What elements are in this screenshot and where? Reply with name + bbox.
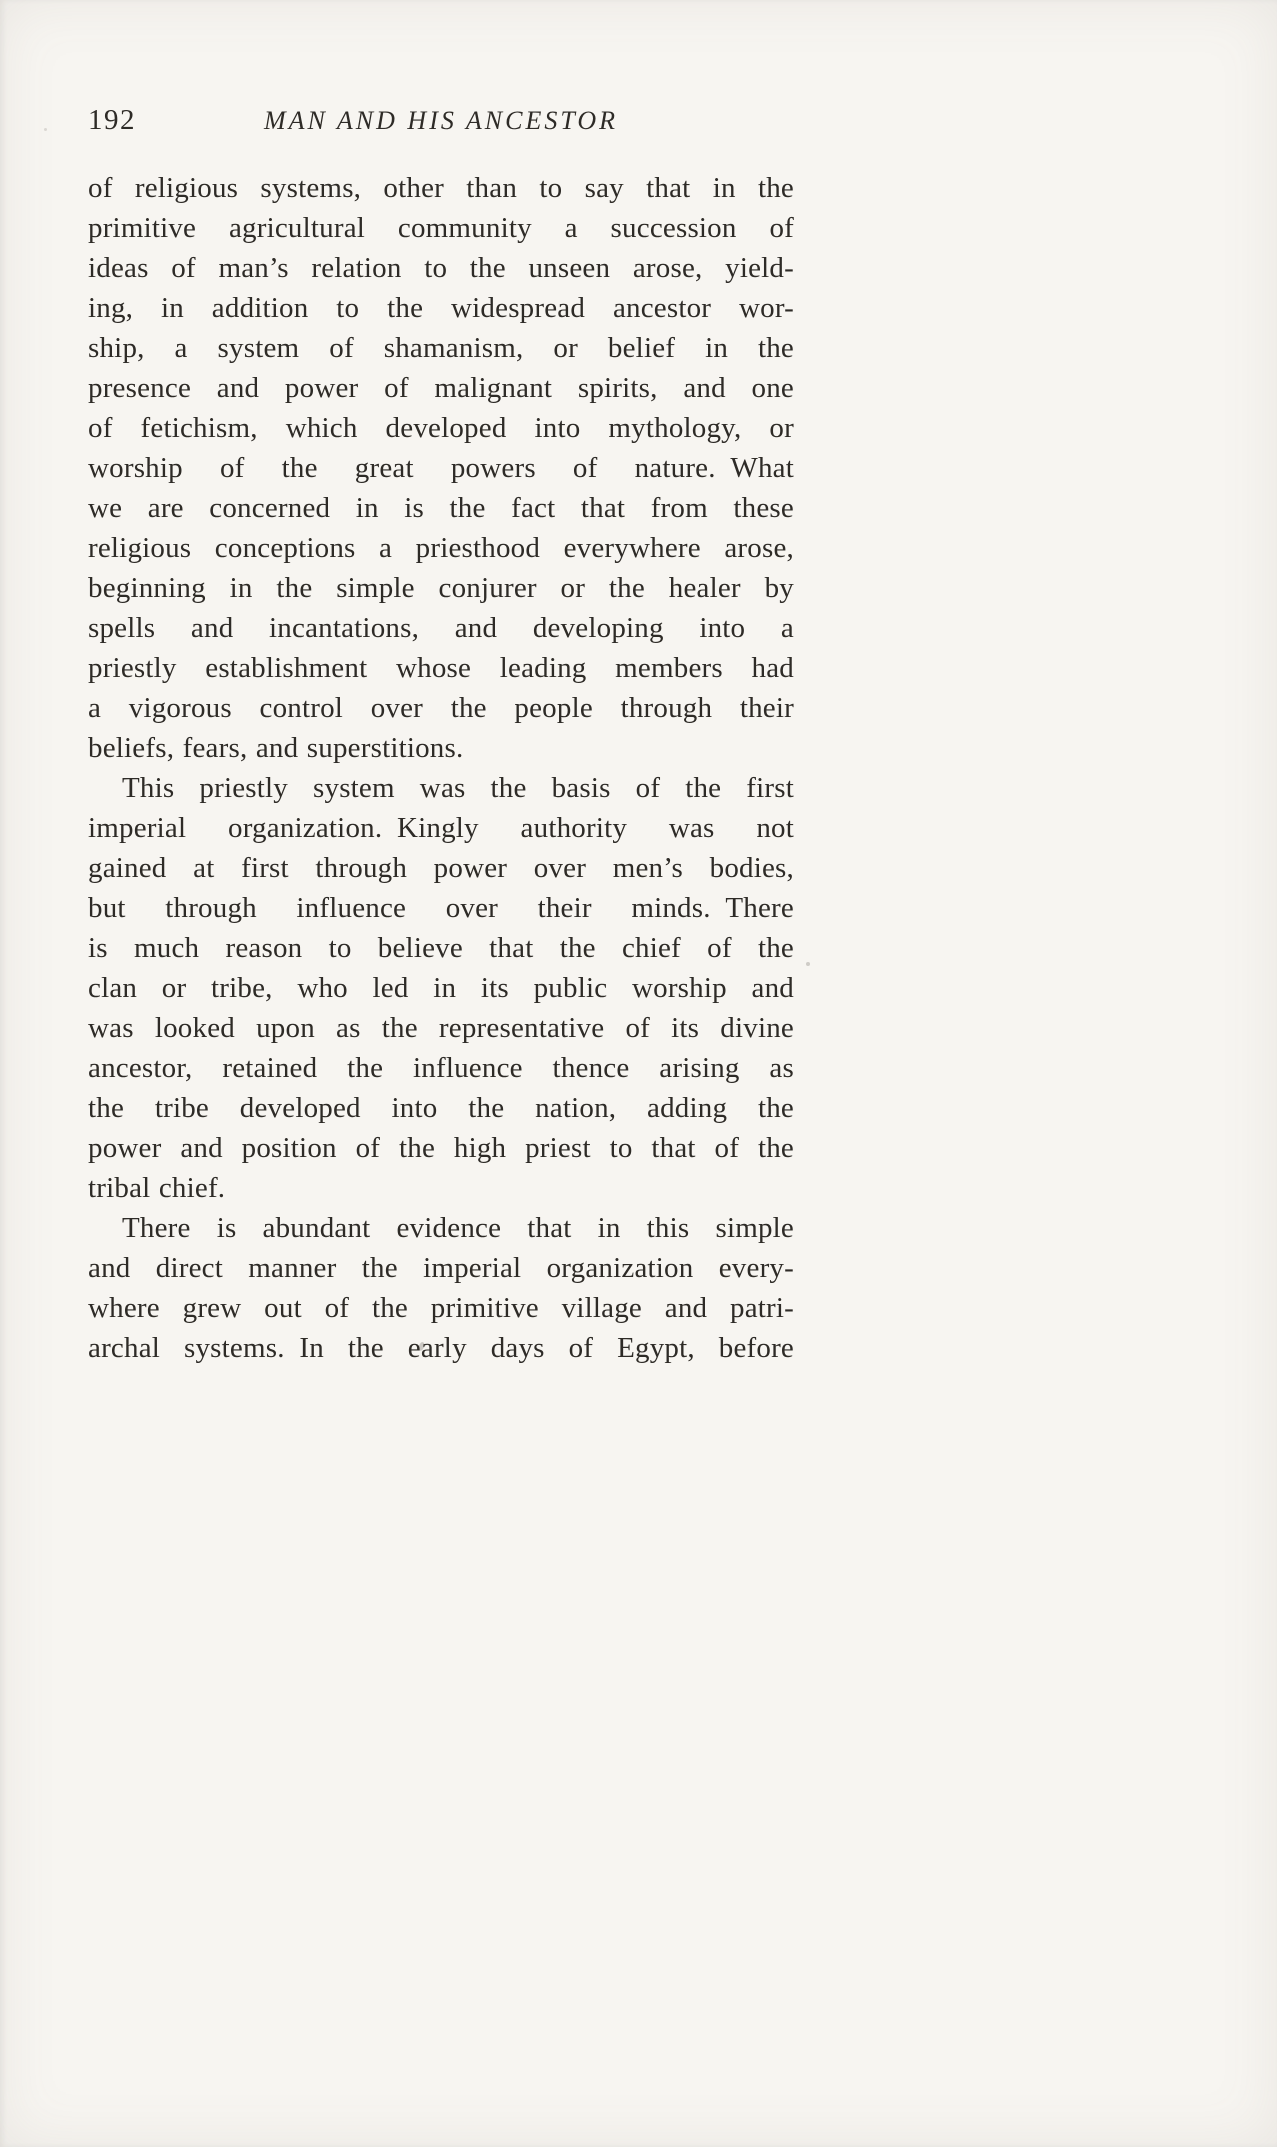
text-line: religious conceptions a priesthood everywhere arose, [88,532,794,564]
text-line: of religious systems, other than to say that in the [88,172,794,204]
text-line: ideas of man’s relation to the unseen arose, yield- [88,252,794,284]
text-line: archal systems. In the early days of Egypt, before [88,1332,794,1364]
page-header [88,102,794,148]
paragraph [88,168,794,768]
text-line: This priestly system was the basis of the first [122,772,794,804]
text-line: There is abundant evidence that in this simple [122,1212,794,1244]
text-line: beginning in the simple conjurer or the healer by [88,572,794,604]
text-line: was looked upon as the representative of its divine [88,1012,794,1044]
text-line: primitive agricultural community a succession of [88,212,794,244]
text-line: presence and power of malignant spirits, and one [88,372,794,404]
text-column [88,102,794,1368]
text-line: a vigorous control over the people through their [88,692,794,724]
text-line: tribal chief. [88,1172,226,1204]
text-line: spells and incantations, and developing into a [88,612,794,644]
text-line: priestly establishment whose leading members had [88,652,794,684]
text-line: beliefs, fears, and superstitions. [88,732,464,764]
paragraph [88,1208,794,1368]
text-line: power and position of the high priest to that of the [88,1132,794,1164]
running-title: MAN AND HIS ANCESTOR [264,106,618,135]
page-number: 192 [88,104,136,136]
text-line: ancestor, retained the influence thence arising as [88,1052,794,1084]
text-line: and direct manner the imperial organization every- [88,1252,794,1284]
scan-speck [806,962,810,966]
page-body [88,168,794,1368]
text-line: we are concerned in is the fact that from these [88,492,794,524]
text-line: ing, in addition to the widespread ancestor wor- [88,292,794,324]
text-line: clan or tribe, who led in its public worship and [88,972,794,1004]
scan-speck [44,128,47,131]
text-line: worship of the great powers of nature. What [88,452,794,484]
text-line: gained at first through power over men’s bodies, [88,852,794,884]
text-line: imperial organization. Kingly authority was not [88,812,794,844]
text-line: ship, a system of shamanism, or belief in the [88,332,794,364]
text-line: but through influence over their minds. There [88,892,794,924]
text-line: is much reason to believe that the chief of the [88,932,794,964]
paragraph [88,768,794,1208]
text-line: of fetichism, which developed into mythology, or [88,412,794,444]
text-line: the tribe developed into the nation, adding the [88,1092,794,1124]
text-line: where grew out of the primitive village and patri- [88,1292,794,1324]
